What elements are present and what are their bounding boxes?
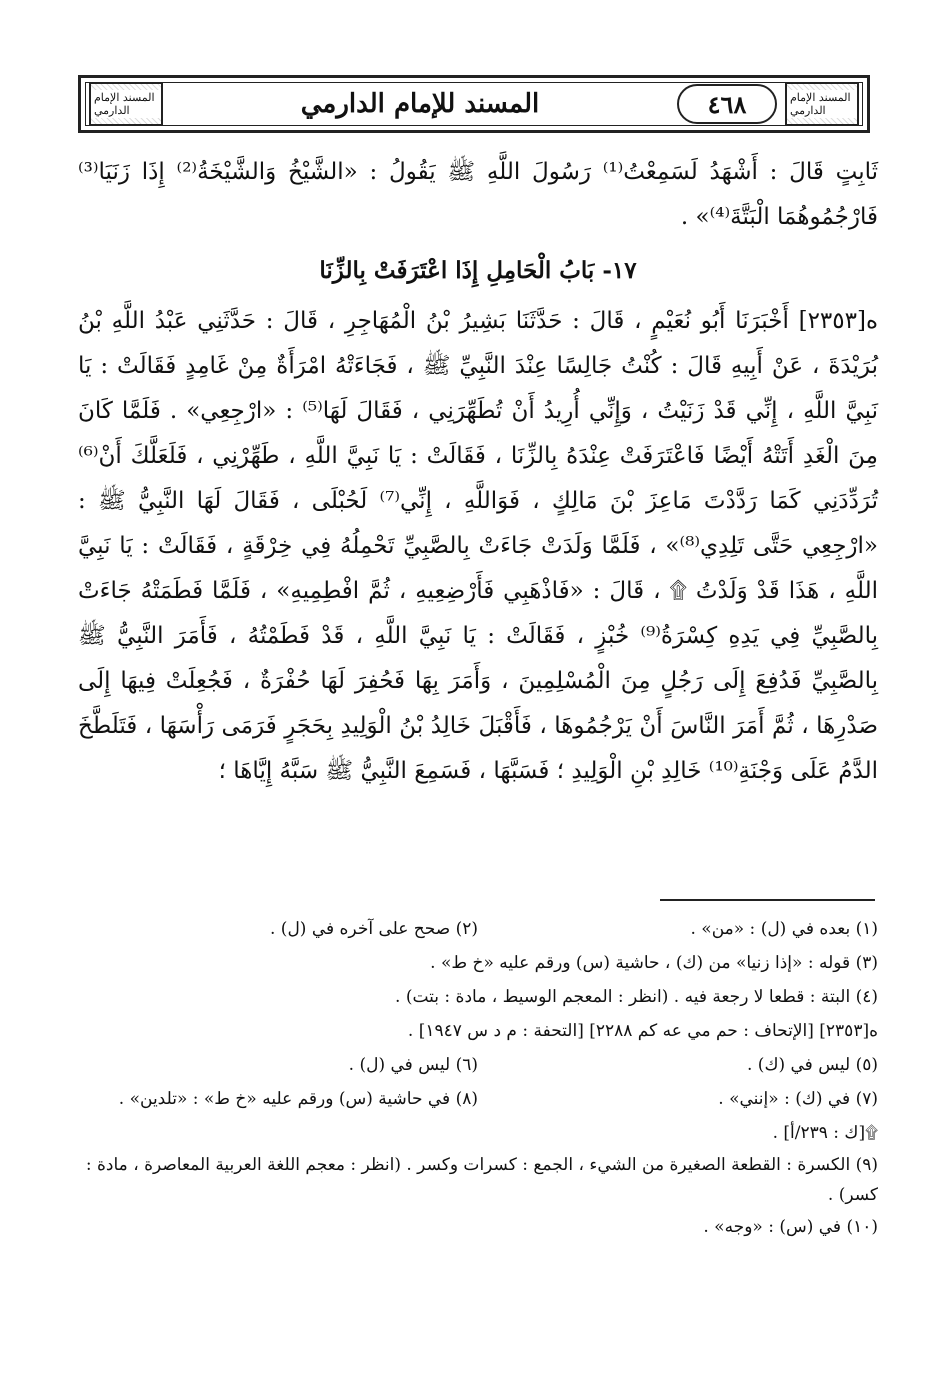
footnote-3: (٣) قوله : «إذا زنيا» من (ك) ، حاشية (س) ورقم عليه «خ ط» . <box>430 953 878 973</box>
footnote-row <box>78 912 878 946</box>
footnote-2: (٢) صحح على آخره في (ل) . <box>270 919 478 939</box>
page-number: ٤٦٨ <box>677 84 777 124</box>
footnote-10: (١٠) في (س) : «وجه» . <box>703 1217 878 1237</box>
main-text <box>78 150 878 794</box>
footnote-8: (٨) في حاشية (س) ورقم عليه «خ ط» : «تلدين» . <box>118 1089 478 1109</box>
footnotes <box>78 912 878 1244</box>
hadith-2353: ه[٢٣٥٣] أَخْبَرَنَا أَبُو نُعَيْمٍ ، قَالَ : حَدَّثَنَا بَشِيرُ بْنُ الْمُهَاجِرِ ، قَالَ : حَدَّثَنِي عَبْدُ اللَّهِ بْنُ بُرَيْدَةَ ، عَنْ أَبِيهِ قَالَ : كُنْتُ جَالِسًا عِنْدَ النَّبِيِّ ﷺ ، فَجَاءَتْهُ امْرَأَةٌ مِنْ غَامِدٍ فَقَالَتْ : يَا نَبِيَّ اللَّهِ ، إِنِّي قَدْ زَنَيْتُ ، وَإِنِّي أُرِيدُ أَنْ تُطَهِّرَنِي ، فَقَالَ لَهَا⁽⁵⁾ : «ارْجِعِي» . فَلَمَّا كَانَ مِنَ الْغَدِ أَتَتْهُ أَيْضًا فَاعْتَرَفَتْ عِنْدَهُ بِالزِّنَا ، فَقَالَتْ : يَا نَبِيَّ اللَّهِ ، طَهِّرْنِي ، فَلَعَلَّكَ أَنْ⁽⁶⁾ تُرَدِّدَنِي كَمَا رَدَّدْتَ مَاعِزَ بْنَ مَالِكٍ ، فَوَاللَّهِ ، إِنِّي⁽⁷⁾ لَحُبْلَى ، فَقَالَ لَهَا النَّبِيُّ ﷺ : «ارْجِعِي حَتَّى تَلِدِي⁽⁸⁾» ، فَلَمَّا وَلَدَتْ جَاءَتْ بِالصَّبِيِّ تَحْمِلُهُ فِي خِرْقَةٍ ، فَقَالَتْ : يَا نَبِيَّ اللَّهِ ، هَذَا قَدْ وَلَدْتُ ۩ ، قَالَ : «فَاذْهَبِي فَأَرْضِعِيهِ ، ثُمَّ افْطِمِيهِ» ، فَلَمَّا فَطَمَتْهُ جَاءَتْ بِالصَّبِيِّ فِي يَدِهِ كِسْرَةُ⁽⁹⁾ خُبْزٍ ، فَقَالَتْ : يَا نَبِيَّ اللَّهِ ، قَدْ فَطَمْتُهُ ، فَأَمَرَ النَّبِيُّ ﷺ بِالصَّبِيِّ فَدُفِعَ إِلَى رَجُلٍ مِنَ الْمُسْلِمِينَ ، وَأَمَرَ بِهَا فَحُفِرَ لَهَا حُفْرَةٌ ، فَجُعِلَتْ فِيهَا إِلَى صَدْرِهَا ، ثُمَّ أَمَرَ النَّاسَ أَنْ يَرْجُمُوهَا ، فَأَقْبَلَ خَالِدُ بْنُ الْوَلِيدِ بِحَجَرٍ فَرَمَى رَأْسَهَا ، فَتَلَطَّخَ الدَّمُ عَلَى وَجْنَةِ⁽¹⁰⁾ خَالِدِ بْنِ الْوَلِيدِ ؛ فَسَبَّهَا ، فَسَمِعَ النَّبِيُّ ﷺ سَبَّهُ إِيَّاهَا ؛ <box>78 308 879 784</box>
footnote-4: (٤) البتة : قطعا لا رجعة فيه . (انظر : المعجم الوسيط ، مادة : بتت) . <box>395 987 878 1007</box>
emblem-text-right: المسند الإمام الدارمي <box>787 90 857 118</box>
right-ornament-emblem <box>785 82 859 126</box>
footnote-divider <box>660 899 875 901</box>
footnote-manuscript-ref: ۩[ك : ٢٣٩/أ] . <box>772 1123 878 1143</box>
footnote-row <box>78 1082 878 1116</box>
footnote-row <box>78 1048 878 1082</box>
paragraph-continuation: ثَابِتٍ قَالَ : أَشْهَدُ لَسَمِعْتُ⁽¹⁾ رَسُولَ اللَّهِ ﷺ يَقُولُ : «الشَّيْخُ وَالشَّيْخَةُ⁽²⁾ إِذَا زَنَيَا⁽³⁾ فَارْجُمُوهُمَا الْبَتَّةَ⁽⁴⁾» . <box>78 159 879 230</box>
left-ornament-emblem <box>89 82 163 126</box>
footnote-6: (٦) ليس في (ل) . <box>348 1055 478 1075</box>
footnote-1: (١) بعده في (ل) : «من» . <box>690 919 878 939</box>
footnote-hadith-refs: ه[٢٣٥٣] [الإتحاف : حم مي عه كم ٢٢٨٨] [التحفة : م د س ١٩٤٧] . <box>407 1021 878 1041</box>
chapter-heading: ١٧- بَابُ الْحَامِلِ إِذَا اعْتَرَفَتْ بِالزِّنَا <box>319 257 637 284</box>
footnote-5: (٥) ليس في (ك) . <box>747 1055 878 1075</box>
footnote-7: (٧) في (ك) : «إنني» . <box>718 1089 878 1109</box>
header-right-group <box>677 82 859 126</box>
page-header <box>78 75 870 133</box>
book-title: المسند للإمام الدارمي <box>300 89 540 119</box>
emblem-text: المسند الإمام الدارمي <box>91 90 161 118</box>
footnote-9: (٩) الكسرة : القطعة الصغيرة من الشيء ، الجمع : كسرات وكسر . (انظر : معجم اللغة العربية المعاصرة ، مادة : كسر) . <box>85 1155 878 1205</box>
